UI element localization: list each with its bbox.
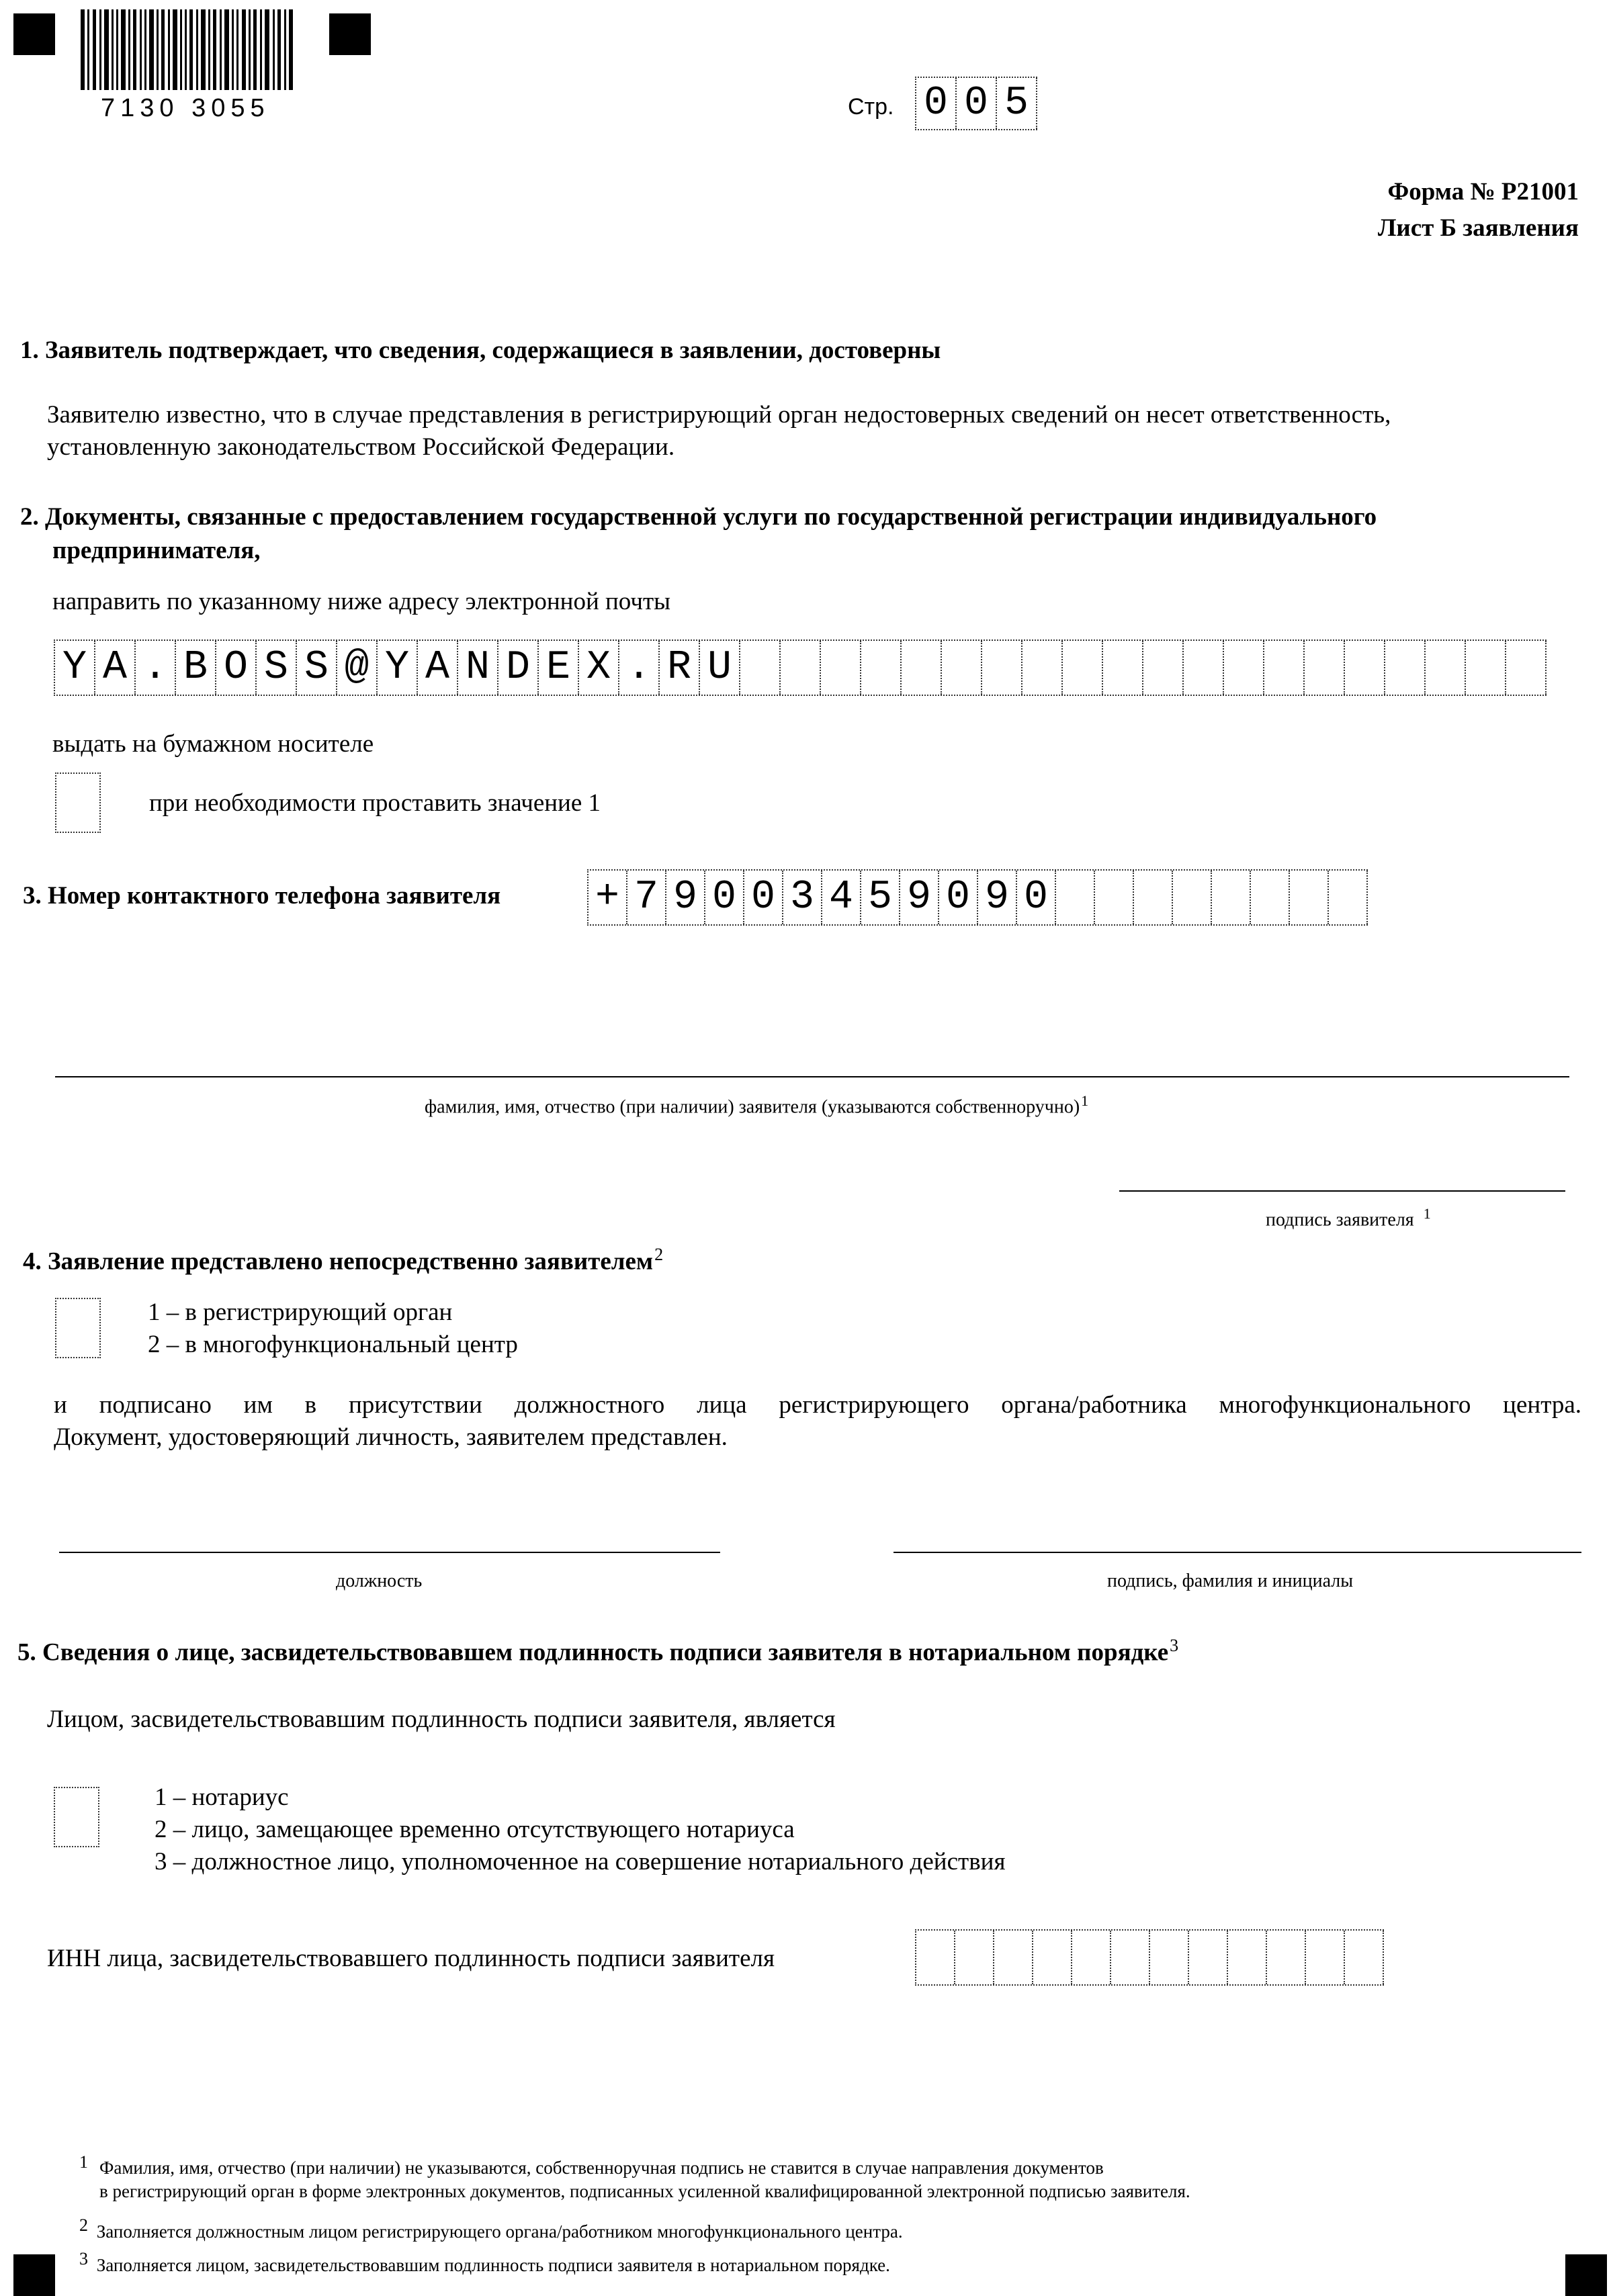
email-char-cell[interactable] bbox=[1345, 641, 1385, 695]
phone-char-cell[interactable]: 0 bbox=[744, 871, 783, 924]
email-char-cell[interactable] bbox=[1022, 641, 1063, 695]
email-char-cell[interactable]: X bbox=[579, 641, 619, 695]
email-char-cell[interactable] bbox=[1224, 641, 1264, 695]
inn-digit-cell[interactable] bbox=[1267, 1931, 1306, 1984]
phone-char-cell[interactable]: + bbox=[589, 871, 627, 924]
phone-char-cell[interactable] bbox=[1056, 871, 1095, 924]
form-number: Форма № Р21001 bbox=[1387, 178, 1579, 206]
inn-digit-cell[interactable] bbox=[955, 1931, 994, 1984]
email-char-cell[interactable] bbox=[1143, 641, 1184, 695]
page-label: Стр. bbox=[848, 94, 894, 120]
email-char-cell[interactable] bbox=[1385, 641, 1426, 695]
phone-char-cell[interactable] bbox=[1212, 871, 1251, 924]
phone-char-cell[interactable]: 9 bbox=[978, 871, 1017, 924]
email-char-cell[interactable]: N bbox=[458, 641, 498, 695]
position-line bbox=[59, 1552, 720, 1553]
email-char-cell[interactable] bbox=[1506, 641, 1547, 695]
email-char-cell[interactable] bbox=[1305, 641, 1345, 695]
phone-char-cell[interactable] bbox=[1290, 871, 1329, 924]
email-char-cell[interactable] bbox=[1264, 641, 1305, 695]
section-1-text bbox=[47, 399, 1580, 463]
phone-char-cell[interactable] bbox=[1134, 871, 1173, 924]
section-5-title bbox=[17, 1635, 1178, 1668]
inn-digit-cell[interactable] bbox=[1072, 1931, 1111, 1984]
section-4-text-line-1: и подписано им в присутствии должностного лица регистрирующего органа/работника многофункционального центра. bbox=[54, 1391, 1581, 1419]
section-3-title: 3. Номер контактного телефона заявителя bbox=[23, 882, 501, 910]
phone-char-cell[interactable]: 3 bbox=[783, 871, 822, 924]
email-char-cell[interactable]: S bbox=[257, 641, 297, 695]
phone-char-cell[interactable]: 9 bbox=[666, 871, 705, 924]
email-char-cell[interactable]: . bbox=[619, 641, 660, 695]
email-char-cell[interactable] bbox=[1466, 641, 1506, 695]
email-char-cell[interactable] bbox=[1063, 641, 1103, 695]
inn-digit-cell[interactable] bbox=[1189, 1931, 1228, 1984]
applicant-sign-caption-sup: 1 bbox=[1423, 1205, 1431, 1222]
applicant-sign-caption bbox=[1266, 1205, 1431, 1231]
email-char-cell[interactable] bbox=[982, 641, 1022, 695]
email-char-cell[interactable]: R bbox=[660, 641, 700, 695]
page-digit-cell: 5 bbox=[997, 78, 1037, 129]
page-number-cells bbox=[915, 77, 1037, 130]
email-char-cell[interactable] bbox=[1103, 641, 1143, 695]
footnote-3 bbox=[79, 2248, 890, 2277]
phone-char-cell[interactable] bbox=[1173, 871, 1212, 924]
section-2-title bbox=[20, 502, 1377, 566]
phone-char-cell[interactable]: 0 bbox=[939, 871, 978, 924]
section-2-title-line-2: предпринимателя, bbox=[52, 537, 261, 565]
section-4-option-1: 1 – в регистрирующий орган bbox=[148, 1298, 453, 1326]
page-digit-cell: 0 bbox=[957, 78, 997, 129]
phone-char-cell[interactable] bbox=[1251, 871, 1290, 924]
footnote-1 bbox=[79, 2152, 1530, 2203]
email-char-cell[interactable]: D bbox=[498, 641, 539, 695]
submission-checkbox[interactable] bbox=[55, 1298, 101, 1358]
footnote-3-mark: 3 bbox=[79, 2249, 88, 2268]
email-char-cell[interactable] bbox=[1426, 641, 1466, 695]
section-5-title-sup: 3 bbox=[1170, 1636, 1179, 1655]
footnote-1-line-2: в регистрирующий орган в форме электронных документов, подписанных усиленной квалифицированной электронной подписью заявителя. bbox=[99, 2180, 1190, 2201]
inn-digit-cell[interactable] bbox=[916, 1931, 955, 1984]
inn-digit-cell[interactable] bbox=[1150, 1931, 1189, 1984]
footnote-2-text: Заполняется должностным лицом регистрирующего органа/работником многофункционального центра. bbox=[96, 2221, 903, 2242]
email-char-cell[interactable] bbox=[821, 641, 861, 695]
section-4-text bbox=[54, 1389, 1581, 1454]
email-cells[interactable] bbox=[54, 639, 1547, 696]
paper-hint: при необходимости проставить значение 1 bbox=[149, 789, 601, 817]
email-char-cell[interactable] bbox=[740, 641, 781, 695]
phone-char-cell[interactable]: 7 bbox=[627, 871, 666, 924]
inn-digit-cell[interactable] bbox=[1033, 1931, 1072, 1984]
email-char-cell[interactable] bbox=[1184, 641, 1224, 695]
inn-digit-cell[interactable] bbox=[1111, 1931, 1150, 1984]
fio-caption-text: фамилия, имя, отчество (при наличии) заявителя (указываются собственноручно) bbox=[425, 1096, 1080, 1118]
footnote-1-line-1: Фамилия, имя, отчество (при наличии) не указываются, собственноручная подпись не ставится в случае направления документов bbox=[99, 2158, 1104, 2178]
inn-cells[interactable] bbox=[915, 1929, 1384, 1986]
section-4-text-line-2: Документ, удостоверяющий личность, заявителем представлен. bbox=[54, 1423, 728, 1452]
position-caption: должность bbox=[336, 1571, 423, 1591]
applicant-sign-caption-text: подпись заявителя bbox=[1266, 1209, 1414, 1231]
email-char-cell[interactable]: @ bbox=[337, 641, 378, 695]
fio-caption-sup: 1 bbox=[1081, 1092, 1089, 1109]
section-5-option-3: 3 – должностное лицо, уполномоченное на совершение нотариального действия bbox=[155, 1848, 1006, 1875]
section-1-text-line-1: Заявителю известно, что в случае представления в регистрирующий орган недостоверных сведений он несет ответственность, bbox=[47, 401, 1391, 429]
section-4-title bbox=[23, 1244, 663, 1277]
phone-char-cell[interactable] bbox=[1329, 871, 1368, 924]
corner-marker-top-left bbox=[13, 13, 55, 55]
email-char-cell[interactable]: B bbox=[176, 641, 216, 695]
corner-marker-bottom-right bbox=[1565, 2254, 1607, 2296]
signature-initials-caption: подпись, фамилия и инициалы bbox=[1107, 1571, 1354, 1591]
corner-marker-bottom-left bbox=[13, 2254, 55, 2296]
email-char-cell[interactable] bbox=[942, 641, 982, 695]
barcode-icon bbox=[81, 9, 296, 90]
inn-digit-cell[interactable] bbox=[1306, 1931, 1345, 1984]
section-4-title-text: 4. Заявление представлено непосредственно заявителем bbox=[23, 1247, 654, 1276]
email-char-cell[interactable] bbox=[902, 641, 942, 695]
paper-label: выдать на бумажном носителе bbox=[52, 730, 374, 758]
fio-caption bbox=[425, 1092, 1088, 1118]
phone-char-cell[interactable]: 5 bbox=[861, 871, 900, 924]
section-5-option-2: 2 – лицо, замещающее временно отсутствующего нотариуса bbox=[155, 1816, 795, 1843]
footnote-2 bbox=[79, 2214, 903, 2244]
section-1-title: 1. Заявитель подтверждает, что сведения, содержащиеся в заявлении, достоверны bbox=[20, 337, 941, 364]
barcode-number: 7130 3055 bbox=[101, 94, 270, 122]
fio-signature-line bbox=[55, 1076, 1569, 1077]
phone-char-cell[interactable]: 9 bbox=[900, 871, 939, 924]
section-5-lead: Лицом, засвидетельствовавшим подлинность подписи заявителя, является bbox=[47, 1706, 836, 1733]
email-char-cell[interactable]: . bbox=[136, 641, 176, 695]
email-char-cell[interactable]: A bbox=[418, 641, 458, 695]
paper-checkbox[interactable] bbox=[55, 772, 101, 833]
email-char-cell[interactable] bbox=[781, 641, 821, 695]
sheet-title: Лист Б заявления bbox=[1377, 214, 1579, 242]
applicant-signature-line bbox=[1119, 1190, 1565, 1192]
phone-char-cell[interactable]: 0 bbox=[705, 871, 744, 924]
email-char-cell[interactable]: E bbox=[539, 641, 579, 695]
signature-initials-line bbox=[894, 1552, 1581, 1553]
email-char-cell[interactable]: U bbox=[700, 641, 740, 695]
inn-digit-cell[interactable] bbox=[994, 1931, 1033, 1984]
phone-cells[interactable] bbox=[587, 869, 1368, 926]
section-2-title-line-1: 2. Документы, связанные с предоставлением государственной услуги по государственной регистрации индивидуального bbox=[20, 503, 1377, 531]
section-4-title-sup: 2 bbox=[654, 1245, 664, 1264]
inn-digit-cell[interactable] bbox=[1345, 1931, 1384, 1984]
email-label: направить по указанному ниже адресу электронной почты bbox=[52, 588, 670, 615]
footnote-3-text: Заполняется лицом, засвидетельствовавшим подлинность подписи заявителя в нотариальном порядке. bbox=[96, 2255, 890, 2275]
phone-char-cell[interactable]: 0 bbox=[1017, 871, 1056, 924]
email-char-cell[interactable]: O bbox=[216, 641, 257, 695]
email-char-cell[interactable]: Y bbox=[55, 641, 95, 695]
section-1-text-line-2: установленную законодательством Российской Федерации. bbox=[47, 433, 675, 461]
email-char-cell[interactable]: Y bbox=[378, 641, 418, 695]
section-5-option-1: 1 – нотариус bbox=[155, 1783, 289, 1811]
corner-marker-top-right bbox=[329, 13, 371, 55]
email-char-cell[interactable]: S bbox=[297, 641, 337, 695]
email-char-cell[interactable] bbox=[861, 641, 902, 695]
inn-label: ИНН лица, засвидетельствовавшего подлинность подписи заявителя bbox=[47, 1945, 775, 1972]
page-digit-cell: 0 bbox=[916, 78, 957, 129]
inn-digit-cell[interactable] bbox=[1228, 1931, 1267, 1984]
phone-char-cell[interactable]: 4 bbox=[822, 871, 861, 924]
email-char-cell[interactable]: A bbox=[95, 641, 136, 695]
phone-char-cell[interactable] bbox=[1095, 871, 1134, 924]
footnote-1-mark: 1 bbox=[79, 2152, 88, 2172]
footnote-2-mark: 2 bbox=[79, 2215, 88, 2235]
notary-checkbox[interactable] bbox=[54, 1787, 99, 1847]
section-5-title-text: 5. Сведения о лице, засвидетельствовавшем подлинность подписи заявителя в нотариальном порядке bbox=[17, 1638, 1169, 1667]
section-4-option-2: 2 – в многофункциональный центр bbox=[148, 1331, 518, 1358]
